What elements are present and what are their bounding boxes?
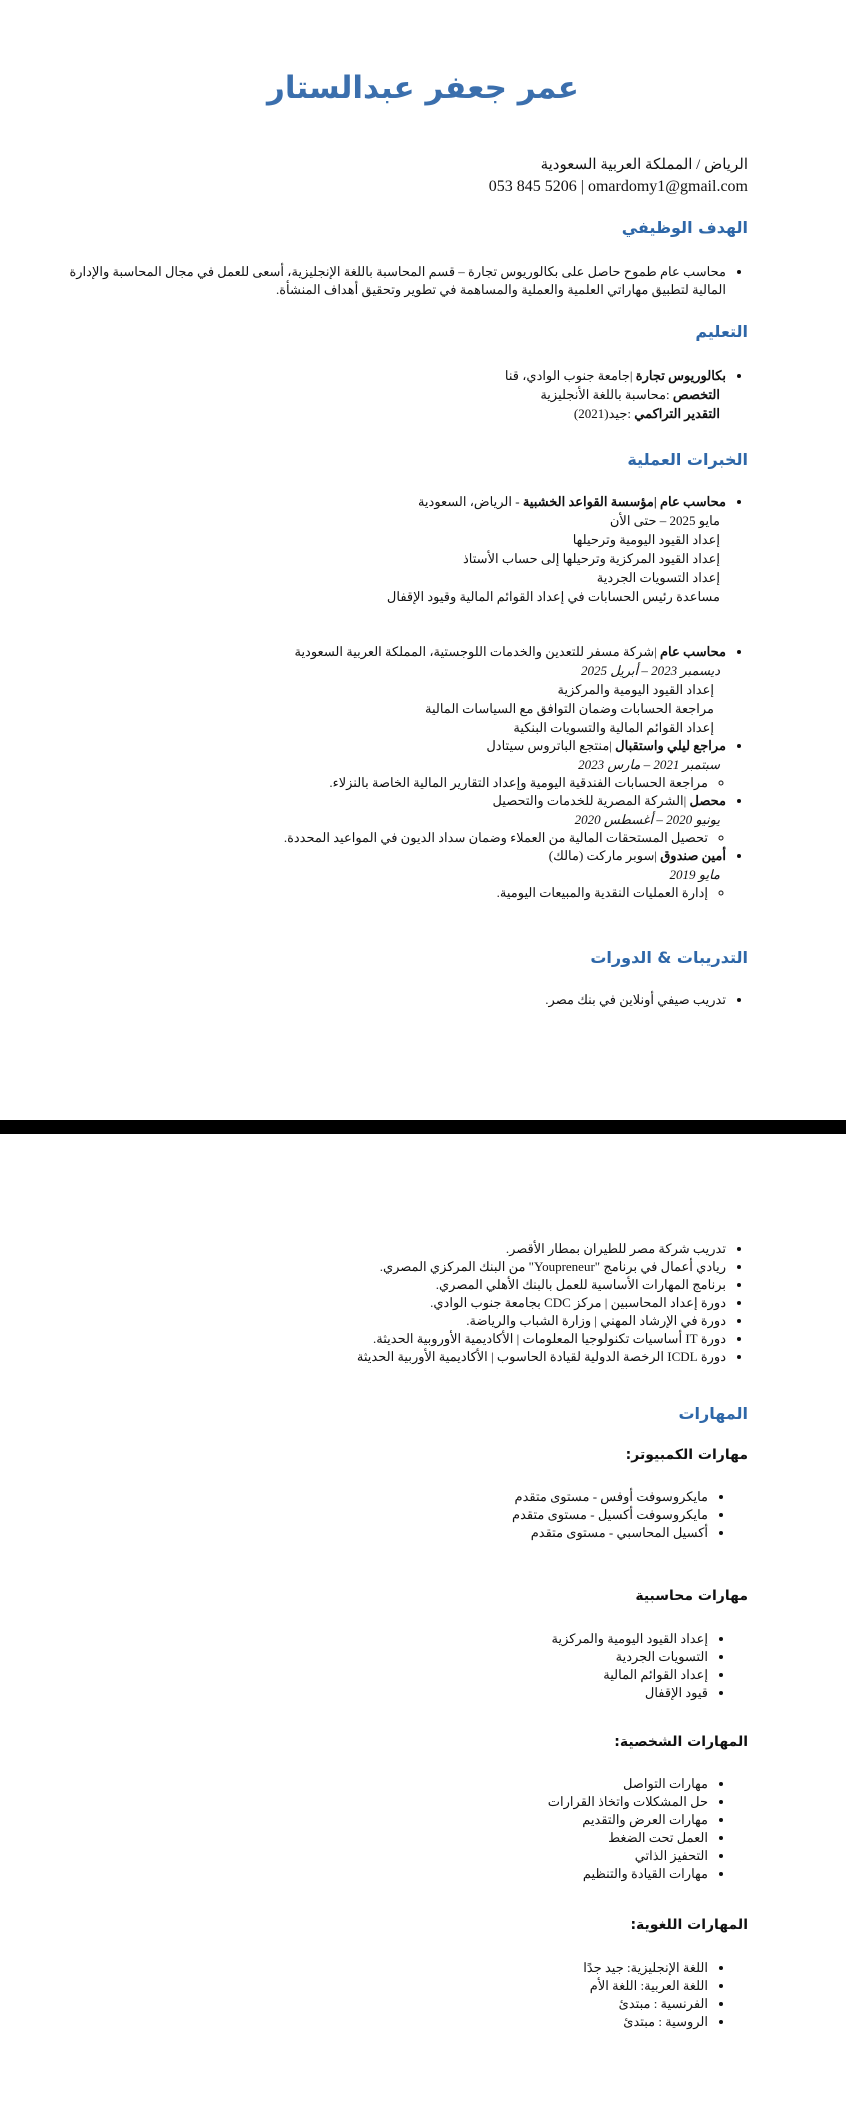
skill-item: • مهارات التواصل bbox=[88, 1775, 708, 1793]
trainings-list-2 bbox=[88, 1240, 748, 1366]
location: الرياض / المملكة العربية السعودية bbox=[540, 157, 748, 173]
resume-page-2 bbox=[0, 1134, 846, 2114]
skill-item: • أكسيل المحاسبي - مستوى متقدم bbox=[88, 1524, 708, 1542]
objective-text: • محاسب عام طموح حاصل على بكالوريوس تجارة – قسم المحاسبة باللغة الإنجليزية، أسعى للعمل في مجال المحاسبة والإدارة المالية لتطبيق مهاراتي العلمية والعملية والمساهمة في تطوير وتحقيق أهداف المنشأة. bbox=[68, 263, 726, 299]
personal-skills-title: المهارات الشخصية: bbox=[614, 1734, 748, 1750]
skill-item: • الفرنسية : مبتدئ bbox=[88, 1995, 708, 2013]
phone-email: 053 845 5206 | omardomy1@gmail.com bbox=[488, 178, 748, 195]
job-1-duty: إعداد القيود المركزية وترحيلها إلى حساب الأستاذ bbox=[463, 551, 720, 566]
training-item: • دورة في الإرشاد المهني | وزارة الشباب والرياضة. bbox=[88, 1312, 726, 1330]
page-divider bbox=[0, 1120, 846, 1134]
language-skills-title: المهارات اللغوية: bbox=[630, 1917, 748, 1933]
trainings-title: التدريبات & الدورات bbox=[590, 948, 748, 967]
jobs-list bbox=[88, 643, 748, 902]
job-3-duty: ◦ مراجعة الحسابات الفندقية اليومية وإعداد التقارير المالية الخاصة بالنزلاء. bbox=[88, 774, 708, 792]
job-5-date: مايو 2019 bbox=[669, 867, 720, 882]
training-item: • برنامج المهارات الأساسية للعمل بالبنك الأهلي المصري. bbox=[88, 1276, 726, 1294]
education-title: التعليم bbox=[695, 322, 748, 341]
skill-item: • مايكروسوفت أكسيل - مستوى متقدم bbox=[88, 1506, 708, 1524]
job-1-duty: إعداد التسويات الجردية bbox=[596, 570, 720, 585]
skills-title: المهارات bbox=[678, 1404, 748, 1423]
skill-item: • اللغة الإنجليزية: جيد جدًا bbox=[88, 1959, 708, 1977]
job-1 bbox=[88, 493, 748, 606]
job-2-date: ديسمبر 2023 – أبريل 2025 bbox=[581, 663, 720, 678]
job-3-date: سبتمبر 2021 – مارس 2023 bbox=[578, 757, 720, 772]
job-1-duty: مساعدة رئيس الحسابات في إعداد القوائم المالية وقيود الإقفال bbox=[386, 589, 720, 604]
objective-title: الهدف الوظيفي bbox=[621, 218, 748, 237]
training-item: • دورة IT أساسيات تكنولوجيا المعلومات | الأكاديمية الأوروبية الحديثة. bbox=[88, 1330, 726, 1348]
training-item: • دورة إعداد المحاسبين | مركز CDC بجامعة جنوب الوادي. bbox=[88, 1294, 726, 1312]
job-5-duty: ◦ إدارة العمليات النقدية والمبيعات اليومية. bbox=[88, 884, 708, 902]
skill-item: • العمل تحت الضغط bbox=[88, 1829, 708, 1847]
education-gpa: التقدير التراكمي :جيد(2021) bbox=[573, 406, 720, 421]
job-2-duty: إعداد القوائم المالية والتسويات البنكية bbox=[513, 720, 714, 735]
skill-item: • قيود الإقفال bbox=[88, 1684, 708, 1702]
job-3-title: • مراجع ليلي واستقبال |منتجع الباتروس سيتادل bbox=[88, 737, 726, 755]
personal-skills-list bbox=[88, 1775, 748, 1883]
contact-block bbox=[88, 155, 748, 198]
skill-item: • التحفيز الذاتي bbox=[88, 1847, 708, 1865]
computer-skills-list bbox=[88, 1488, 748, 1542]
education-degree: • بكالوريوس تجارة |جامعة جنوب الوادي، قنا bbox=[88, 367, 726, 385]
skill-item: • حل المشكلات واتخاذ القرارات bbox=[88, 1793, 708, 1811]
job-1-duty: إعداد القيود اليومية وترحيلها bbox=[572, 532, 720, 547]
job-2-title: • محاسب عام |شركة مسفر للتعدين والخدمات اللوجستية، المملكة العربية السعودية bbox=[88, 643, 726, 661]
job-4-title: • محصل |الشركة المصرية للخدمات والتحصيل bbox=[88, 792, 726, 810]
skill-item: • مهارات العرض والتقديم bbox=[88, 1811, 708, 1829]
training-item: • تدريب شركة مصر للطيران بمطار الأقصر. bbox=[88, 1240, 726, 1258]
job-4-date: يونيو 2020 – أغسطس 2020 bbox=[574, 812, 720, 827]
accounting-skills-title: مهارات محاسبية bbox=[635, 1588, 748, 1604]
job-5-title: • أمين صندوق |سوبر ماركت (مالك) bbox=[88, 847, 726, 865]
skill-item: • التسويات الجردية bbox=[88, 1648, 708, 1666]
objective-section bbox=[68, 263, 748, 299]
training-item: • دورة ICDL الرخصة الدولية لقيادة الحاسوب | الأكاديمية الأوربية الحديثة bbox=[88, 1348, 726, 1366]
training-item: • ريادي أعمال في برنامج "Youpreneur" من البنك المركزي المصري. bbox=[88, 1258, 726, 1276]
job-1-date: مايو 2025 – حتى الأن bbox=[609, 513, 720, 528]
language-skills-list bbox=[88, 1959, 748, 2031]
applicant-name: عمر جعفر عبدالستار bbox=[267, 70, 579, 106]
training-item: • تدريب صيفي أونلاين في بنك مصر. bbox=[88, 991, 726, 1009]
education-major: التخصص :محاسبة باللغة الأنجليزية bbox=[540, 387, 720, 402]
trainings-list-1 bbox=[88, 991, 748, 1009]
job-2-duty: مراجعة الحسابات وضمان التوافق مع السياسات المالية bbox=[424, 701, 714, 716]
skill-item: • إعداد القيود اليومية والمركزية bbox=[88, 1630, 708, 1648]
skill-item: • إعداد القوائم المالية bbox=[88, 1666, 708, 1684]
skill-item: • الروسية : مبتدئ bbox=[88, 2013, 708, 2031]
experience-title: الخبرات العملية bbox=[627, 450, 748, 469]
computer-skills-title: مهارات الكمبيوتر: bbox=[625, 1447, 748, 1463]
job-4-duty: ◦ تحصيل المستحقات المالية من العملاء وضمان سداد الديون في المواعيد المحددة. bbox=[88, 829, 708, 847]
job-1-title: • محاسب عام |مؤسسة القواعد الخشبية - الرياض، السعودية bbox=[88, 493, 726, 511]
skill-item: • اللغة العربية: اللغة الأم bbox=[88, 1977, 708, 1995]
skill-item: • مهارات القيادة والتنظيم bbox=[88, 1865, 708, 1883]
accounting-skills-list bbox=[88, 1630, 748, 1702]
job-2-duty: إعداد القيود اليومية والمركزية bbox=[557, 682, 714, 697]
skill-item: • مايكروسوفت أوفس - مستوى متقدم bbox=[88, 1488, 708, 1506]
education-section bbox=[88, 367, 748, 423]
